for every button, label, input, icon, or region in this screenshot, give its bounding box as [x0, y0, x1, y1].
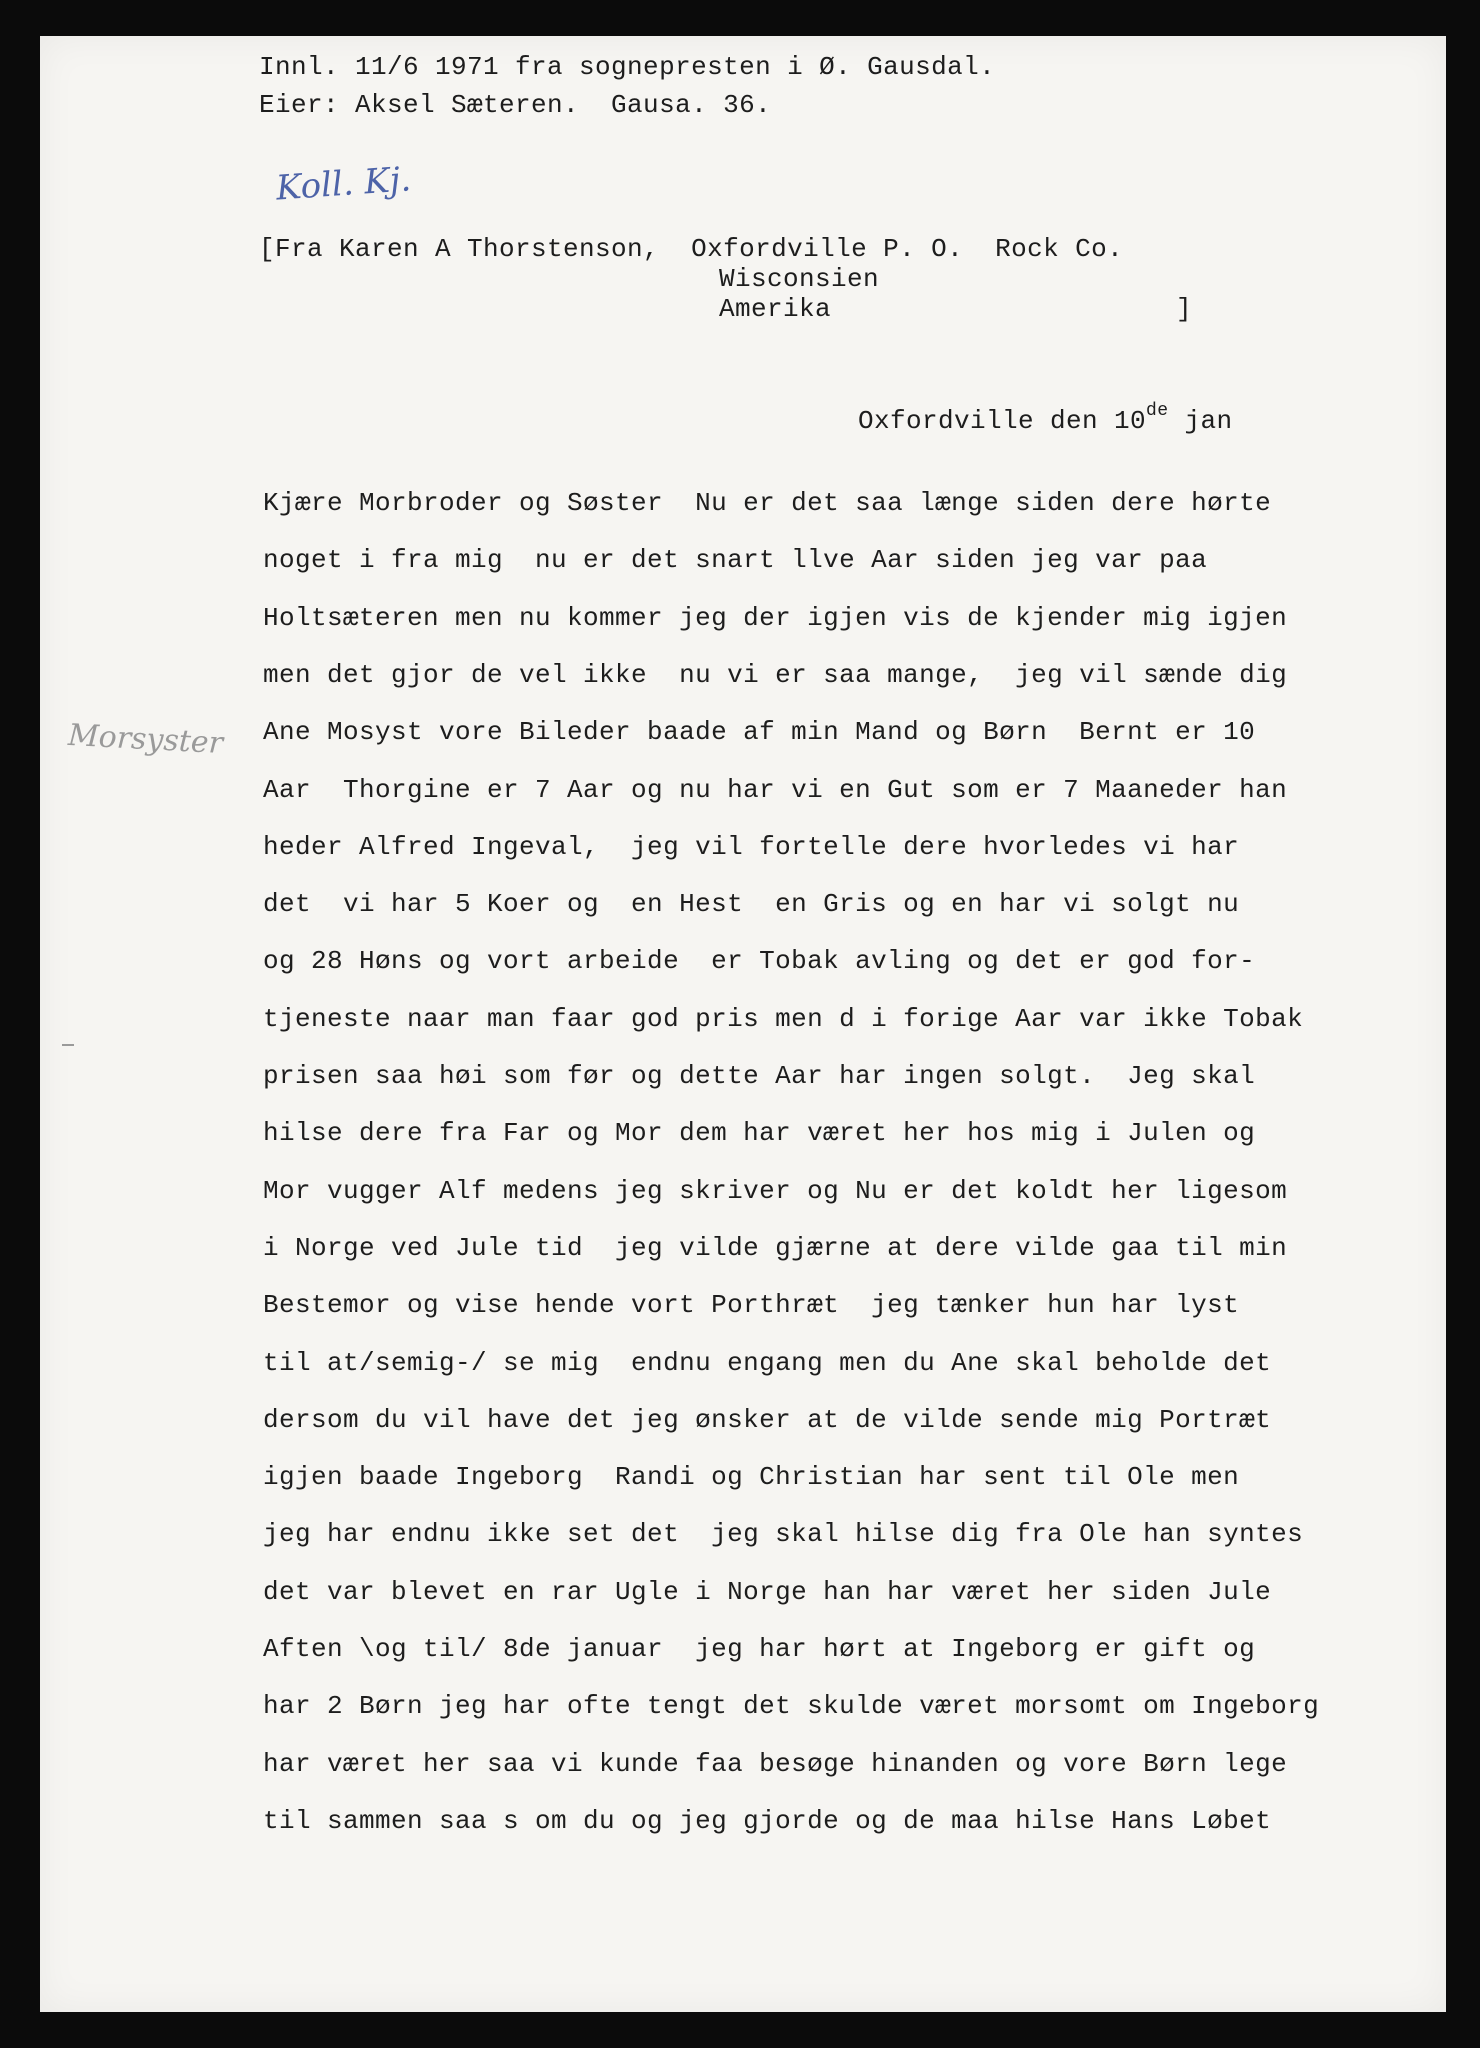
letter-line: Aften \og til/ 8de januar jeg har hørt at Ingeborg er gift og — [263, 1634, 1256, 1664]
pencil-tick-mark — [62, 1044, 74, 1046]
letter-line: jeg har endnu ikke set det jeg skal hilse dig fra Ole han syntes — [263, 1519, 1304, 1549]
letter-line: og 28 Høns og vort arbeide er Tobak avling og det er god for- — [263, 946, 1256, 976]
letter-line: men det gjor de vel ikke nu vi er saa mange, jeg vil sænde dig — [263, 660, 1288, 690]
letter-line: dersom du vil have det jeg ønsker at de vilde sende mig Portræt — [263, 1405, 1272, 1435]
letter-line: Kjære Morbroder og Søster Nu er det saa længe siden dere hørte — [263, 488, 1272, 518]
letter-line: tjeneste naar man faar god pris men d i forige Aar var ikke Tobak — [263, 1004, 1304, 1034]
letter-line: til at/semig-/ se mig endnu engang men du Ane skal beholde det — [263, 1348, 1272, 1378]
letter-line: Bestemor og vise hende vort Porthræt jeg tænker hun har lyst — [263, 1290, 1240, 1320]
header-line-2: Eier: Aksel Sæteren. Gausa. 36. — [259, 90, 772, 120]
letter-line: i Norge ved Jule tid jeg vilde gjærne at dere vilde gaa til min — [263, 1233, 1288, 1263]
document-page — [40, 36, 1446, 2012]
margin-note: Morsyster — [67, 717, 224, 762]
letter-line: har været her saa vi kunde faa besøge hinanden og vore Børn lege — [263, 1749, 1288, 1779]
letter-line: Ane Mosyst vore Bileder baade af min Mand og Børn Bernt er 10 — [263, 717, 1256, 747]
letter-line: prisen saa høi som før og dette Aar har ingen solgt. Jeg skal — [263, 1061, 1256, 1091]
letter-line: til sammen saa s om du og jeg gjorde og de maa hilse Hans Løbet — [263, 1806, 1272, 1836]
letter-line: Aar Thorgine er 7 Aar og nu har vi en Gut som er 7 Maaneder han — [263, 775, 1288, 805]
dateline — [858, 401, 1233, 436]
dateline-prefix: Oxfordville den 10 — [858, 406, 1147, 436]
sender-line-1: [Fra Karen A Thorstenson, Oxfordville P. O. Rock Co. — [259, 234, 1124, 264]
dateline-month: jan — [1168, 406, 1233, 436]
letter-line: hilse dere fra Far og Mor dem har været her hos mig i Julen og — [263, 1118, 1256, 1148]
letter-line: har 2 Børn jeg har ofte tengt det skulde været morsomt om Ingeborg — [263, 1691, 1320, 1721]
letter-line: Holtsæteren men nu kommer jeg der igjen vis de kjender mig igjen — [263, 603, 1288, 633]
letter-line: igjen baade Ingeborg Randi og Christian har sent til Ole men — [263, 1462, 1240, 1492]
sender-line-2: Wisconsien — [719, 264, 880, 294]
letter-line: noget i fra mig nu er det snart llve Aar siden jeg var paa — [263, 545, 1208, 575]
dateline-suffix: de — [1146, 401, 1169, 421]
sender-line-3: Amerika — [719, 294, 832, 324]
letter-line: det vi har 5 Koer og en Hest en Gris og en har vi solgt nu — [263, 889, 1240, 919]
handwritten-note: Koll. Kj. — [274, 159, 413, 209]
letter-line: Mor vugger Alf medens jeg skriver og Nu er det koldt her ligesom — [263, 1176, 1288, 1206]
header-line-1: Innl. 11/6 1971 fra sognepresten i Ø. Gausdal. — [259, 52, 996, 82]
letter-line: det var blevet en rar Ugle i Norge han har været her siden Jule — [263, 1577, 1272, 1607]
letter-line: heder Alfred Ingeval, jeg vil fortelle dere hvorledes vi har — [263, 832, 1240, 862]
sender-close-bracket: ] — [1176, 294, 1193, 324]
